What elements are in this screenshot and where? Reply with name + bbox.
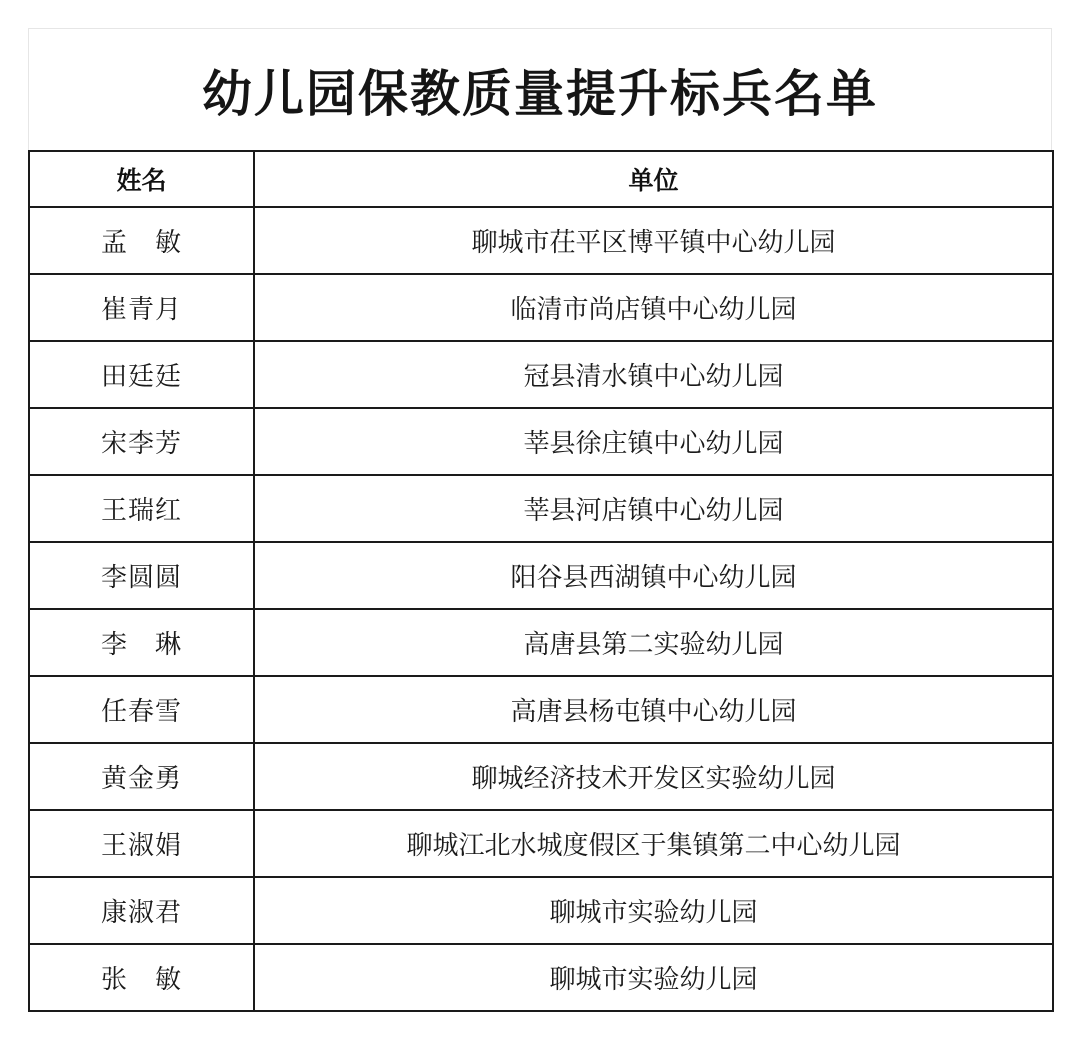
header-name: 姓名 xyxy=(29,151,254,207)
cell-unit: 聊城市实验幼儿园 xyxy=(254,944,1053,1011)
cell-unit: 阳谷县西湖镇中心幼儿园 xyxy=(254,542,1053,609)
table-row xyxy=(29,207,1053,274)
table-row xyxy=(29,408,1053,475)
cell-name: 崔青月 xyxy=(29,274,254,341)
table-header-row xyxy=(29,151,1053,207)
cell-name: 王淑娟 xyxy=(29,810,254,877)
cell-name: 康淑君 xyxy=(29,877,254,944)
cell-name: 任春雪 xyxy=(29,676,254,743)
table-row xyxy=(29,475,1053,542)
table-row xyxy=(29,542,1053,609)
document-title: 幼儿园保教质量提升标兵名单 xyxy=(202,63,878,123)
cell-name: 王瑞红 xyxy=(29,475,254,542)
cell-name: 李圆圆 xyxy=(29,542,254,609)
cell-unit: 冠县清水镇中心幼儿园 xyxy=(254,341,1053,408)
cell-unit: 临清市尚店镇中心幼儿园 xyxy=(254,274,1053,341)
cell-unit: 聊城经济技术开发区实验幼儿园 xyxy=(254,743,1053,810)
honor-list-table xyxy=(28,150,1054,1012)
table-row xyxy=(29,341,1053,408)
table-row xyxy=(29,743,1053,810)
cell-name: 李 琳 xyxy=(29,609,254,676)
cell-unit: 高唐县第二实验幼儿园 xyxy=(254,609,1053,676)
cell-name: 田廷廷 xyxy=(29,341,254,408)
table-row xyxy=(29,944,1053,1011)
cell-unit: 聊城市茌平区博平镇中心幼儿园 xyxy=(254,207,1053,274)
cell-unit: 聊城江北水城度假区于集镇第二中心幼儿园 xyxy=(254,810,1053,877)
header-unit: 单位 xyxy=(254,151,1053,207)
cell-name: 孟 敏 xyxy=(29,207,254,274)
document-page xyxy=(28,28,1052,1012)
table-row xyxy=(29,609,1053,676)
cell-unit: 莘县河店镇中心幼儿园 xyxy=(254,475,1053,542)
cell-unit: 莘县徐庄镇中心幼儿园 xyxy=(254,408,1053,475)
table-row xyxy=(29,676,1053,743)
cell-unit: 聊城市实验幼儿园 xyxy=(254,877,1053,944)
title-area xyxy=(28,28,1052,150)
cell-unit: 高唐县杨屯镇中心幼儿园 xyxy=(254,676,1053,743)
cell-name: 张 敏 xyxy=(29,944,254,1011)
table-row xyxy=(29,877,1053,944)
cell-name: 宋李芳 xyxy=(29,408,254,475)
cell-name: 黄金勇 xyxy=(29,743,254,810)
table-row xyxy=(29,810,1053,877)
table-row xyxy=(29,274,1053,341)
